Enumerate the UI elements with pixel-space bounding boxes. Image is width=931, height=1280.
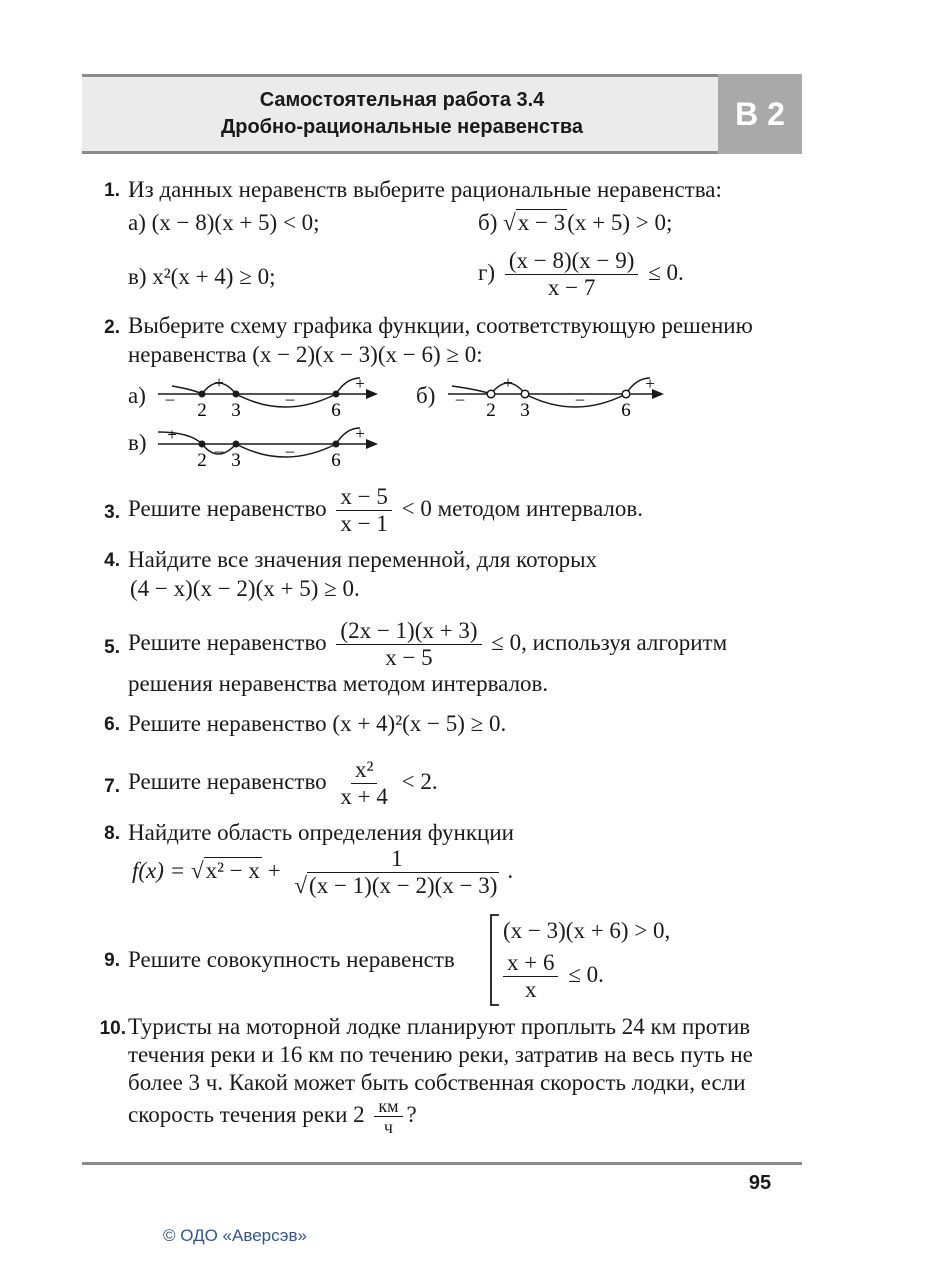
sqrt-expression: x² − x [205, 857, 260, 883]
problem-3-text: Решите неравенство $\frac{x - 5}{x - 1}$ < 0 методом интервалов. [128, 484, 643, 536]
problem-5-number: 5. [104, 637, 120, 658]
sqrt-expression: x − 3 [517, 210, 566, 235]
problem-10-line-3: более 3 ч. Какой может быть собственная скорость лодки, если [128, 1070, 746, 1095]
scheme-v-number-line[interactable] [150, 422, 385, 472]
sign-label: – [575, 389, 585, 408]
sign-label: + [167, 425, 177, 444]
sign-label: – [165, 389, 175, 408]
problem-2-number: 2. [104, 317, 120, 338]
sign-label: + [355, 374, 365, 393]
scheme-a-label: а) [128, 383, 146, 408]
problem-10-line-1: Туристы на моторной лодке планируют проплыть 24 км против [128, 1014, 751, 1039]
problem-10-line-2: течения реки и 16 км по течению реки, затратив на весь путь не [128, 1042, 753, 1067]
problem-6-number: 6. [104, 714, 120, 735]
problem-9-number: 9. [104, 950, 120, 971]
problem-2-line-2: неравенства (x − 2)(x − 3)(x − 6) ≥ 0: [128, 342, 483, 367]
point-label: 6 [331, 400, 341, 421]
worksheet-header [82, 74, 802, 154]
fraction: $\frac{(2x - 1)(x + 3)}{x - 5}$ [336, 618, 481, 671]
sign-label: + [355, 424, 365, 443]
scheme-b-label: б) [416, 383, 436, 408]
worksheet-title [82, 87, 722, 141]
problem-4-line-1: Найдите все значения переменной, для которых [128, 547, 598, 572]
fraction: $\frac{1}{√(x - 1)(x - 2)(x - 3)}$ [294, 846, 498, 898]
problem-10-number: 10. [99, 1018, 126, 1039]
sign-label: – [455, 389, 465, 408]
point-label: 3 [520, 400, 530, 421]
point-label: 3 [231, 450, 241, 471]
sign-label: – [285, 389, 295, 408]
problem-6-text: Решите неравенство (x + 4)²(x − 5) ≥ 0. [128, 711, 507, 736]
problem-4-line-2: (4 − x)(x − 2)(x + 5) ≥ 0. [130, 576, 360, 601]
point-label: 2 [486, 400, 496, 421]
sign-label: + [645, 374, 655, 393]
problem-1-number: 1. [104, 180, 120, 201]
problem-1-text: Из данных неравенств выберите рациональные неравенства: [128, 177, 722, 202]
point-label: 2 [197, 400, 207, 421]
title-line-2: Дробно-рациональные неравенства [220, 116, 584, 138]
page-number: 95 [748, 1172, 772, 1194]
problem-8-line-1: Найдите область определения функции [128, 820, 514, 845]
problem-8-function: f(x) = √x² − x + $\frac{1}{√(x - 1)(x - 2)(x - 3)}$ . [132, 846, 514, 898]
problem-9-row-2: $\frac{x + 6}{x}$ ≤ 0. [499, 950, 604, 1003]
fraction: $\frac{x + 6}{x}$ [503, 950, 558, 1003]
problem-3-number: 3. [104, 502, 120, 523]
sign-label: + [503, 373, 513, 392]
problem-5-line-2: решения неравенства методом интервалов. [128, 671, 549, 696]
sign-label: + [214, 373, 224, 392]
footer-rule [82, 1162, 802, 1165]
point-label: 6 [621, 400, 631, 421]
problem-4-number: 4. [104, 550, 120, 571]
fraction: $\frac{x - 5}{x - 1}$ [336, 484, 391, 537]
problem-10-line-4: скорость течения реки 2 $\frac{км}{ч}$ ? [128, 1096, 417, 1137]
scheme-a-number-line[interactable] [150, 372, 385, 422]
problem-1-option-a: а) (x − 8)(x + 5) < 0; [128, 210, 320, 235]
problem-8-number: 8. [104, 823, 120, 844]
problem-1-option-b: б) √x − 3(x + 5) > 0; [478, 210, 673, 235]
point-label: 6 [331, 450, 341, 471]
problem-1-option-v: в) x²(x + 4) ≥ 0; [128, 264, 276, 289]
problem-9-text: Решите совокупность неравенств [128, 947, 455, 972]
problem-7-text: Решите неравенство $\frac{\text{x²}}{x + 4}$ < 2. [128, 757, 438, 809]
problem-7-number: 7. [104, 776, 120, 797]
problem-9-row-1: (x − 3)(x + 6) > 0, [503, 918, 671, 943]
variant-badge: В 2 [718, 74, 802, 154]
scheme-b-number-line[interactable] [440, 372, 672, 422]
problem-1-option-g: г) $\frac{(x - 8)(x - 9)}{x - 7}$ ≤ 0. [478, 248, 684, 300]
point-label: 3 [231, 400, 241, 421]
problem-2-line-1: Выберите схему графика функции, соответствующую решению [128, 313, 753, 338]
title-line-1: Самостоятельная работа 3.4 [259, 89, 545, 111]
copyright: © ОДО «Аверсэв» [163, 1226, 307, 1245]
sign-label: – [285, 441, 295, 460]
fraction: $\frac{\text{x²}}{x + 4}$ [340, 757, 388, 809]
point-label: 2 [197, 450, 207, 471]
scheme-v-label: в) [128, 430, 147, 455]
sign-label: – [214, 441, 224, 460]
fraction: $\frac{(x - 8)(x - 9)}{x - 7}$ [505, 248, 639, 301]
problem-5-text: Решите неравенство $\frac{(2x - 1)(x + 3)}{x - 5}$ ≤ 0, используя алгоритм [128, 618, 728, 670]
unit-fraction: $\frac{км}{ч}$ [374, 1096, 402, 1137]
